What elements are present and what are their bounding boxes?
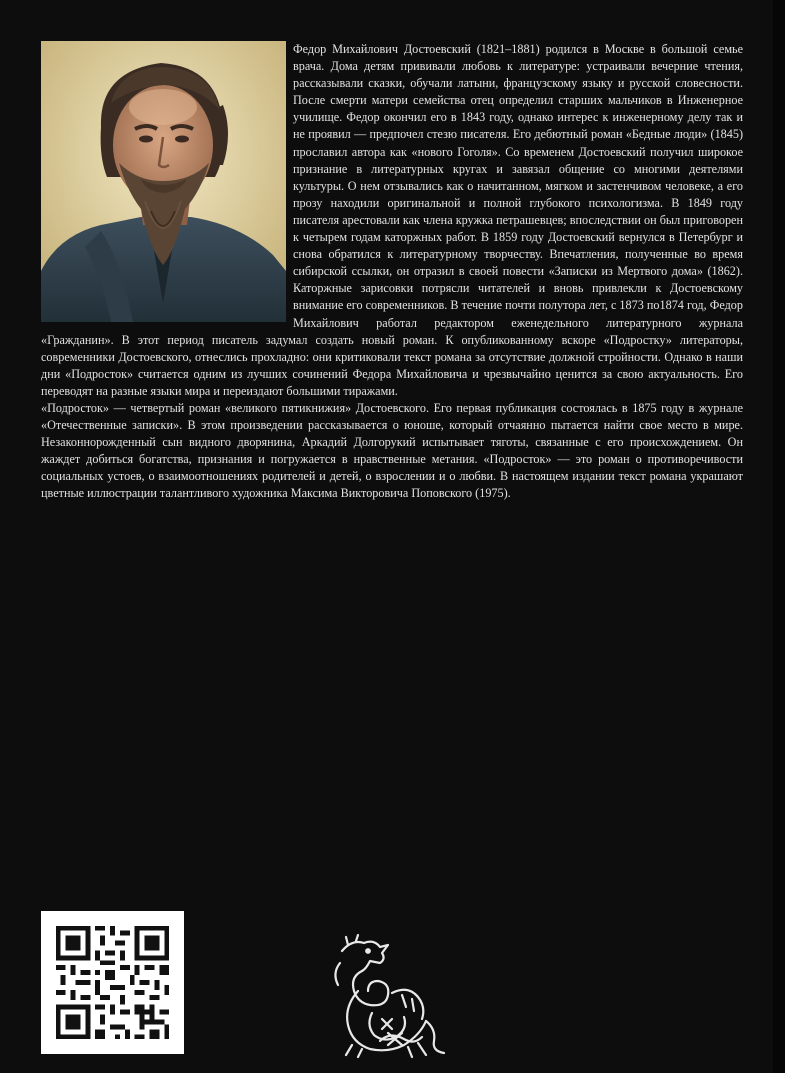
author-biography xyxy=(41,41,743,503)
novel-description: «Подросток» — четвертый роман «великого пятикнижия» Достоевского. Его первая публикация состоялась в 1875 году в журнале «Отечественные записки». В этом произведении рассказывается о юноше, который отчаянно пытается найти свое место в мире. Незаконнорожденный сын видного дворянина, Аркадий Долгорукий испытывает тяготы, связанные с его происхождением. Он жаждет добиться богатства, признания и погружается в нравственные метания. «Подросток» — это роман о противоречивости социальных устоев, о взаимоотношениях родителей и детей, о взрослении и о любви. В настоящем издании текст романа украшают цветные иллюстрации талантливого художника Максима Викторовича Поповского (1975). xyxy=(41,400,743,501)
biography-text: Федор Михайлович Достоевский (1821–1881) родился в Москве в большой семье врача. Дома детям прививали любовь к литературе: устраивали вечерние чтения, рассказывали сказки, обучали латыни, французскому языку и русской словесности. После смерти матери семейства отец определил старших мальчиков в Инженерное училище. Федор окончил его в 1843 году, однако интерес к инженерному делу так и не проявил — предпочел стезю писателя. Его дебютный роман «Бедные люди» (1845) прославил автора как «нового Гоголя». Со временем Достоевский получил широкое признание в литературных кругах и завязал общение со многими деятелями культуры. О нем отзывались как о начитанном, мягком и застенчивом человеке, а его прозу находили оригинальной и полной глубокого психологизма. В 1849 году писателя арестовали как члена кружка петрашевцев; впоследствии он был приговорен к четырем годам каторжных работ. В 1859 году Достоевский вернулся в Петербург и снова обратился к литературному творчеству. Впечатления, полученные во время сибирской ссылки, он отразил в своей повести «Записки из Мертвого дома» (1862). Каторжные зарисовки потрясли читателей и вновь привлекли к Достоевскому внимание его современников. В течение почти полутора лет, с 1873 по1874 год, Федор Михайлович работал редактором еженедельного литературного журнала «Гражданин». В этот период писатель задумал создать новый роман. К опубликованному вскоре «Подростку» литераторы, современники Достоевского, отнеслись прохладно: они критиковали текст романа за отсутствие должной стройности. Однако в наши дни «Подросток» считается одним из лучших сочинений Федора Михайловича и чрезвычайно ценится за свою актуальность. Его переводят на разные языки мира и переиздают большими тиражами. xyxy=(41,42,743,398)
portrait-spacer xyxy=(41,41,293,331)
page-edge xyxy=(773,0,785,1073)
qr-code-icon xyxy=(41,911,184,1054)
dragon-emblem-icon xyxy=(322,933,468,1059)
qr-code xyxy=(41,911,184,1054)
publisher-emblem xyxy=(322,933,468,1059)
